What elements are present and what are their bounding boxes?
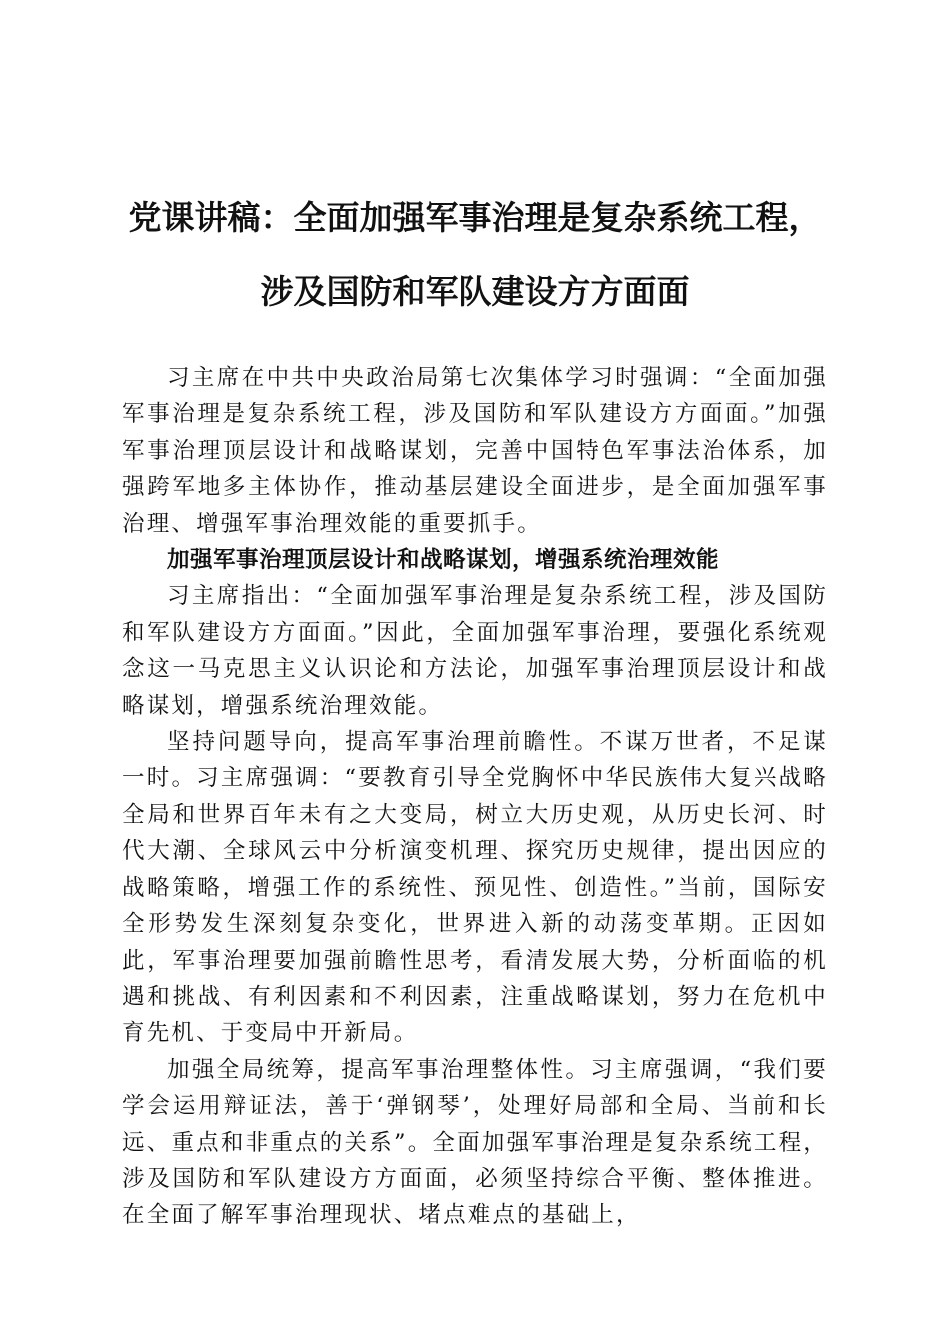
- paragraph-intro: 习主席在中共中央政治局第七次集体学习时强调：“全面加强军事治理是复杂系统工程，涉及国防和军队建设方方面面。”加强军事治理顶层设计和战略谋划，完善中国特色军事法治体系，加强跨军地多主体协作，推动基层建设全面进步，是全面加强军事治理、增强军事治理效能的重要抓手。: [122, 365, 828, 537]
- document-title-line-1: 党课讲稿：全面加强军事治理是复杂系统工程，: [128, 198, 822, 237]
- section-heading: 加强军事治理顶层设计和战略谋划，增强系统治理效能: [167, 547, 720, 574]
- paragraph-section-intro: 习主席指出：“全面加强军事治理是复杂系统工程，涉及国防和军队建设方方面面。”因此，全面加强军事治理，要强化系统观念这一马克思主义认识论和方法论，加强军事治理顶层设计和战略谋划，增强系统治理效能。: [122, 583, 828, 719]
- document-title-line-2: 涉及国防和军队建设方方面面: [260, 272, 690, 311]
- paragraph-overall-planning: 加强全局统筹，提高军事治理整体性。习主席强调，“我们要学会运用辩证法，善于‘弹钢琴’，处理好局部和全局、当前和长远、重点和非重点的关系”。全面加强军事治理是复杂系统工程，涉及国防和军队建设方方面面，必须坚持综合平衡、整体推进。在全面了解军事治理现状、堵点难点的基础上，: [122, 1056, 828, 1229]
- document-body: [122, 360, 828, 1234]
- paragraph-problem-orientation: 坚持问题导向，提高军事治理前瞻性。不谋万世者，不足谋一时。习主席强调：“要教育引导全党胸怀中华民族伟大复兴战略全局和世界百年未有之大变局，树立大历史观，从历史长河、时代大潮、全球风云中分析演变机理、探究历史规律，提出因应的战略策略，增强工作的系统性、预见性、创造性。”当前，国际安全形势发生深刻复杂变化，世界进入新的动荡变革期。正因如此，军事治理要加强前瞻性思考，看清发展大势，分析面临的机遇和挑战、有利因素和不利因素，注重战略谋划，努力在危机中育先机、于变局中开新局。: [122, 729, 828, 1047]
